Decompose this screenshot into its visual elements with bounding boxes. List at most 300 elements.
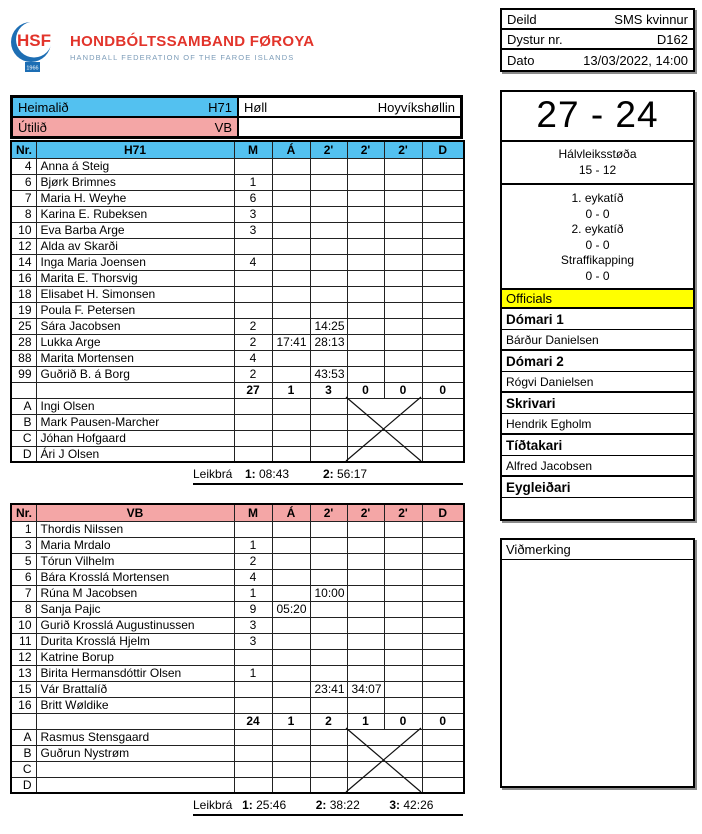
h71-roster-table-wrap — [10, 140, 463, 463]
column-header-5: 2' — [347, 141, 384, 158]
away-label: Útilið — [18, 119, 47, 135]
crossed-cell — [347, 777, 422, 793]
player-number-cell: 14 — [11, 254, 36, 270]
warning-cell — [272, 553, 310, 569]
goals-cell — [234, 681, 272, 697]
leikbra-key: 3: — [389, 798, 401, 812]
warning-cell — [272, 585, 310, 601]
bench-row — [11, 398, 464, 414]
bench-row — [11, 777, 464, 793]
suspension3-cell — [384, 585, 422, 601]
disqualification-cell — [422, 446, 464, 462]
goals-cell: 3 — [234, 633, 272, 649]
suspension1-cell: 28:13 — [310, 334, 347, 350]
suspension1-cell — [310, 649, 347, 665]
player-number-cell: 25 — [11, 318, 36, 334]
goals-cell — [234, 777, 272, 793]
totals-row — [11, 713, 464, 729]
bench-name-cell: Jóhan Hofgaard — [36, 430, 234, 446]
suspension3-cell — [384, 569, 422, 585]
player-number-cell: 5 — [11, 553, 36, 569]
totals-spacer — [36, 713, 234, 729]
disqualification-cell — [422, 286, 464, 302]
warning-cell — [272, 414, 310, 430]
suspension3-cell — [384, 697, 422, 713]
warning-cell — [272, 729, 310, 745]
crossed-cell — [347, 745, 422, 761]
score-box — [500, 90, 695, 294]
crossed-cell — [347, 430, 422, 446]
player-number-cell: 4 — [11, 158, 36, 174]
player-row — [11, 158, 464, 174]
disqualification-cell — [422, 254, 464, 270]
suspension3-cell — [384, 206, 422, 222]
player-row — [11, 697, 464, 713]
player-name-cell: Bára Krosslá Mortensen — [36, 569, 234, 585]
suspension1-cell — [310, 414, 347, 430]
crossed-cell — [347, 398, 422, 414]
warning-cell — [272, 190, 310, 206]
player-row — [11, 286, 464, 302]
suspension1-cell — [310, 286, 347, 302]
bench-letter-cell: C — [11, 430, 36, 446]
total-2: 3 — [310, 382, 347, 398]
home-team-cell — [12, 97, 238, 117]
bench-name-cell: Mark Pausen-Marcher — [36, 414, 234, 430]
bench-letter-cell: A — [11, 729, 36, 745]
goals-cell: 1 — [234, 537, 272, 553]
leikbra-label: Leikbrá — [193, 467, 233, 481]
goals-cell — [234, 697, 272, 713]
suspension1-cell — [310, 777, 347, 793]
player-number-cell: 99 — [11, 366, 36, 382]
suspension2-cell — [347, 190, 384, 206]
bench-name-cell: Rasmus Stensgaard — [36, 729, 234, 745]
leikbra-entry-2: 2: 38:22 — [315, 798, 360, 812]
suspension1-cell — [310, 521, 347, 537]
bench-row — [11, 430, 464, 446]
column-header-5: 2' — [347, 504, 384, 521]
hall-name: Hoyvíkshøllin — [377, 99, 455, 115]
suspension2-cell — [347, 537, 384, 553]
player-row — [11, 601, 464, 617]
totals-row — [11, 382, 464, 398]
goals-cell: 2 — [234, 366, 272, 382]
officials-title: Officials — [502, 290, 693, 309]
roster-section-h71 — [10, 140, 463, 485]
info-label: Dystur nr. — [507, 31, 563, 47]
suspension2-cell — [347, 334, 384, 350]
bench-row — [11, 414, 464, 430]
suspension1-cell — [310, 270, 347, 286]
player-name-cell: Durita Krosslá Hjelm — [36, 633, 234, 649]
warning-cell — [272, 174, 310, 190]
suspension2-cell — [347, 649, 384, 665]
disqualification-cell — [422, 414, 464, 430]
disqualification-cell — [422, 238, 464, 254]
suspension2-cell — [347, 601, 384, 617]
column-header-4: 2' — [310, 141, 347, 158]
info-value: SMS kvinnur — [614, 11, 688, 27]
column-header-team: VB — [36, 504, 234, 521]
match-info-row — [502, 50, 693, 70]
extra2-score: 0 - 0 — [585, 237, 610, 252]
warning-cell — [272, 350, 310, 366]
vb-roster-table — [10, 503, 465, 794]
player-name-cell: Anna á Steig — [36, 158, 234, 174]
federation-logo-icon — [10, 17, 56, 77]
player-number-cell: 7 — [11, 190, 36, 206]
player-row — [11, 537, 464, 553]
disqualification-cell — [422, 729, 464, 745]
disqualification-cell — [422, 350, 464, 366]
suspension2-cell — [347, 697, 384, 713]
suspension3-cell — [384, 553, 422, 569]
player-number-cell: 11 — [11, 633, 36, 649]
total-3: 1 — [347, 713, 384, 729]
total-1: 1 — [272, 382, 310, 398]
warning-cell: 17:41 — [272, 334, 310, 350]
warning-cell — [272, 270, 310, 286]
match-info-box — [500, 8, 695, 72]
suspension3-cell — [384, 521, 422, 537]
player-row — [11, 302, 464, 318]
player-number-cell: 6 — [11, 569, 36, 585]
player-row — [11, 521, 464, 537]
leikbra-key: 2: — [323, 467, 334, 481]
federation-brand — [10, 8, 314, 86]
disqualification-cell — [422, 206, 464, 222]
federation-name: HONDBÓLTSSAMBAND FØROYA — [70, 32, 315, 50]
disqualification-cell — [422, 745, 464, 761]
warning-cell — [272, 302, 310, 318]
leikbra-key: 1: — [245, 467, 256, 481]
suspension1-cell — [310, 601, 347, 617]
disqualification-cell — [422, 649, 464, 665]
player-row — [11, 649, 464, 665]
final-score: 27 - 24 — [502, 92, 693, 142]
suspension2-cell — [347, 350, 384, 366]
player-name-cell: Britt Wøldike — [36, 697, 234, 713]
goals-cell — [234, 398, 272, 414]
roster-header-row — [11, 504, 464, 521]
disqualification-cell — [422, 585, 464, 601]
player-name-cell: Thordis Nilssen — [36, 521, 234, 537]
player-name-cell: Marita E. Thorsvig — [36, 270, 234, 286]
player-row — [11, 585, 464, 601]
suspension1-cell: 10:00 — [310, 585, 347, 601]
goals-cell: 4 — [234, 569, 272, 585]
disqualification-cell — [422, 777, 464, 793]
player-name-cell: Katrine Borup — [36, 649, 234, 665]
goals-cell: 6 — [234, 190, 272, 206]
official-role: Dómari 1 — [502, 309, 693, 330]
suspension1-cell — [310, 537, 347, 553]
info-value: D162 — [656, 31, 688, 47]
disqualification-cell — [422, 553, 464, 569]
player-name-cell: Marita Mortensen — [36, 350, 234, 366]
column-header-team: H71 — [36, 141, 234, 158]
warning-cell — [272, 665, 310, 681]
disqualification-cell — [422, 190, 464, 206]
disqualification-cell — [422, 270, 464, 286]
home-label: Heimalið — [18, 99, 69, 115]
goals-cell — [234, 238, 272, 254]
suspension3-cell — [384, 270, 422, 286]
goals-cell — [234, 761, 272, 777]
warning-cell — [272, 569, 310, 585]
player-number-cell: 16 — [11, 697, 36, 713]
player-number-cell: 13 — [11, 665, 36, 681]
info-value: 13/03/2022, 14:00 — [583, 52, 688, 68]
goals-cell — [234, 430, 272, 446]
goals-cell: 9 — [234, 601, 272, 617]
disqualification-cell — [422, 633, 464, 649]
leikbra-entry-3: 3: 42:26 — [389, 798, 434, 812]
goals-cell — [234, 521, 272, 537]
disqualification-cell — [422, 537, 464, 553]
suspension1-cell — [310, 430, 347, 446]
player-row — [11, 318, 464, 334]
halftime-label: Hálvleiksstøða — [558, 147, 637, 161]
disqualification-cell — [422, 569, 464, 585]
totals-spacer — [11, 713, 36, 729]
disqualification-cell — [422, 617, 464, 633]
disqualification-cell — [422, 761, 464, 777]
player-name-cell: Sanja Pajic — [36, 601, 234, 617]
column-header-7: D — [422, 141, 464, 158]
hall-label: Høll — [244, 99, 268, 115]
player-name-cell: Karina E. Rubeksen — [36, 206, 234, 222]
suspension3-cell — [384, 366, 422, 382]
vb-leikbra-line — [193, 796, 463, 816]
logo-year: 1966 — [26, 65, 39, 72]
warning-cell — [272, 761, 310, 777]
match-info-row — [502, 30, 693, 50]
suspension2-cell — [347, 286, 384, 302]
player-row — [11, 665, 464, 681]
warning-cell — [272, 366, 310, 382]
warning-cell — [272, 697, 310, 713]
suspension1-cell: 23:41 — [310, 681, 347, 697]
leikbra-label: Leikbrá — [193, 798, 233, 812]
suspension3-cell — [384, 537, 422, 553]
player-row — [11, 553, 464, 569]
suspension3-cell — [384, 318, 422, 334]
warning-cell — [272, 238, 310, 254]
leikbra-entry-2: 2: 56:17 — [323, 467, 368, 481]
disqualification-cell — [422, 601, 464, 617]
player-row — [11, 681, 464, 697]
suspension1-cell — [310, 302, 347, 318]
suspension1-cell — [310, 446, 347, 462]
column-header-3: Á — [272, 504, 310, 521]
hall-cell — [238, 97, 461, 117]
player-row — [11, 206, 464, 222]
player-row — [11, 633, 464, 649]
extra2-label: 2. eykatíð — [571, 222, 624, 236]
disqualification-cell — [422, 665, 464, 681]
suspension2-cell — [347, 633, 384, 649]
player-number-cell: 28 — [11, 334, 36, 350]
warning-cell: 05:20 — [272, 601, 310, 617]
goals-cell: 4 — [234, 350, 272, 366]
suspension2-cell — [347, 302, 384, 318]
goals-cell — [234, 270, 272, 286]
suspension1-cell — [310, 238, 347, 254]
player-row — [11, 350, 464, 366]
suspension2-cell — [347, 270, 384, 286]
suspension2-cell — [347, 174, 384, 190]
crossed-cell — [347, 414, 422, 430]
player-name-cell: Vár Brattalíð — [36, 681, 234, 697]
goals-cell: 4 — [234, 254, 272, 270]
suspension3-cell — [384, 302, 422, 318]
warning-cell — [272, 286, 310, 302]
roster-section-vb — [10, 503, 463, 816]
suspension3-cell — [384, 334, 422, 350]
warning-cell — [272, 206, 310, 222]
suspension2-cell — [347, 238, 384, 254]
player-name-cell: Bjørk Brimnes — [36, 174, 234, 190]
player-name-cell: Maria H. Weyhe — [36, 190, 234, 206]
player-number-cell: 10 — [11, 617, 36, 633]
player-name-cell: Birita Hermansdóttir Olsen — [36, 665, 234, 681]
halftime-section — [502, 142, 693, 185]
player-name-cell: Eva Barba Arge — [36, 222, 234, 238]
goals-cell: 1 — [234, 585, 272, 601]
total-2: 2 — [310, 713, 347, 729]
warning-cell — [272, 318, 310, 334]
total-5: 0 — [422, 713, 464, 729]
right-column — [500, 8, 695, 834]
warning-cell — [272, 617, 310, 633]
player-row — [11, 222, 464, 238]
bench-row — [11, 745, 464, 761]
player-row — [11, 617, 464, 633]
total-0: 27 — [234, 382, 272, 398]
suspension2-cell — [347, 665, 384, 681]
official-name: Hendrik Egholm — [502, 414, 693, 435]
column-header-2: M — [234, 504, 272, 521]
player-name-cell: Rúna M Jacobsen — [36, 585, 234, 601]
official-name: Bárður Danielsen — [502, 330, 693, 351]
suspension2-cell — [347, 222, 384, 238]
totals-spacer — [36, 382, 234, 398]
info-label: Deild — [507, 11, 537, 27]
goals-cell: 3 — [234, 206, 272, 222]
suspension3-cell — [384, 601, 422, 617]
bench-letter-cell: B — [11, 414, 36, 430]
h71-leikbra-line — [193, 465, 463, 485]
player-row — [11, 366, 464, 382]
suspension3-cell — [384, 633, 422, 649]
official-role: Dómari 2 — [502, 351, 693, 372]
disqualification-cell — [422, 158, 464, 174]
player-name-cell: Sára Jacobsen — [36, 318, 234, 334]
suspension1-cell — [310, 745, 347, 761]
goals-cell — [234, 286, 272, 302]
warning-cell — [272, 649, 310, 665]
player-number-cell: 7 — [11, 585, 36, 601]
leikbra-key: 2: — [315, 798, 327, 812]
bench-letter-cell: A — [11, 398, 36, 414]
extra1-label: 1. eykatíð — [571, 191, 624, 205]
column-header-3: Á — [272, 141, 310, 158]
suspension2-cell — [347, 206, 384, 222]
bench-row — [11, 761, 464, 777]
suspension1-cell — [310, 633, 347, 649]
player-row — [11, 190, 464, 206]
suspension1-cell — [310, 350, 347, 366]
total-5: 0 — [422, 382, 464, 398]
player-number-cell: 10 — [11, 222, 36, 238]
warning-cell — [272, 745, 310, 761]
halftime-score: 15 - 12 — [578, 163, 617, 177]
suspension3-cell — [384, 190, 422, 206]
suspension1-cell — [310, 206, 347, 222]
bench-name-cell: Ári J Olsen — [36, 446, 234, 462]
disqualification-cell — [422, 174, 464, 190]
suspension2-cell — [347, 585, 384, 601]
warning-cell — [272, 521, 310, 537]
bench-letter-cell: C — [11, 761, 36, 777]
official-role: Skrivari — [502, 393, 693, 414]
suspension3-cell — [384, 286, 422, 302]
suspension2-cell — [347, 158, 384, 174]
player-number-cell: 15 — [11, 681, 36, 697]
player-row — [11, 334, 464, 350]
extras-section — [502, 185, 693, 292]
bench-name-cell — [36, 761, 234, 777]
suspension1-cell — [310, 190, 347, 206]
player-number-cell: 8 — [11, 601, 36, 617]
disqualification-cell — [422, 430, 464, 446]
goals-cell: 1 — [234, 174, 272, 190]
player-row — [11, 254, 464, 270]
suspension2-cell: 34:07 — [347, 681, 384, 697]
official-name: Alfred Jacobsen — [502, 456, 693, 477]
player-name-cell: Poula F. Petersen — [36, 302, 234, 318]
suspension1-cell — [310, 553, 347, 569]
info-label: Dato — [507, 52, 535, 68]
bench-row — [11, 446, 464, 462]
teams-header — [10, 95, 463, 139]
crossed-cell — [347, 729, 422, 745]
suspension1-cell — [310, 697, 347, 713]
suspension1-cell: 43:53 — [310, 366, 347, 382]
match-info-row — [502, 10, 693, 30]
extra1-score: 0 - 0 — [585, 206, 610, 221]
official-role: Tíðtakari — [502, 435, 693, 456]
goals-cell: 3 — [234, 617, 272, 633]
disqualification-cell — [422, 302, 464, 318]
goals-cell: 2 — [234, 553, 272, 569]
bench-row — [11, 729, 464, 745]
suspension1-cell — [310, 665, 347, 681]
suspension1-cell: 14:25 — [310, 318, 347, 334]
suspension1-cell — [310, 617, 347, 633]
player-number-cell: 19 — [11, 302, 36, 318]
column-header-6: 2' — [384, 141, 422, 158]
column-header-4: 2' — [310, 504, 347, 521]
bench-name-cell: Ingi Olsen — [36, 398, 234, 414]
suspension2-cell — [347, 617, 384, 633]
column-header-0: Nr. — [11, 141, 36, 158]
suspension3-cell — [384, 222, 422, 238]
goals-cell — [234, 158, 272, 174]
roster-header-row — [11, 141, 464, 158]
